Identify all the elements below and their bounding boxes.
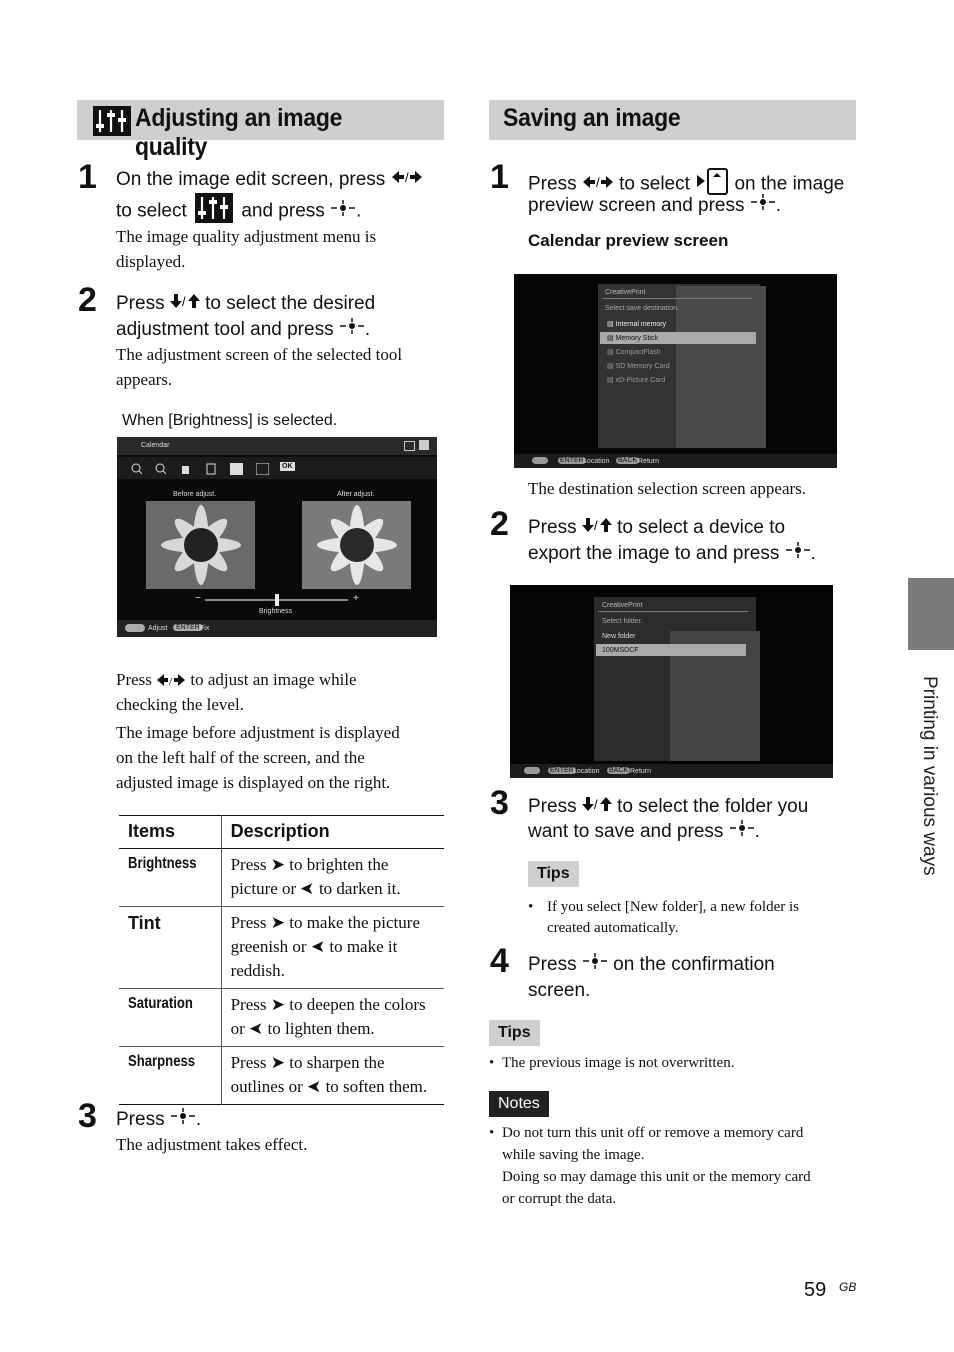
screen-title: Calendar bbox=[141, 442, 170, 449]
enter-button-icon bbox=[750, 193, 776, 218]
left-right-arrow-icon bbox=[391, 167, 423, 192]
quality-adjust-icon bbox=[93, 106, 131, 141]
section-title: Saving an image bbox=[503, 104, 681, 132]
menu-subtitle: Select folder. bbox=[602, 618, 643, 625]
step-number: 4 bbox=[490, 942, 509, 980]
left-right-button-icon bbox=[125, 624, 145, 632]
zoom-in-icon bbox=[155, 462, 167, 480]
after-image bbox=[302, 501, 411, 589]
tip-bullet: • bbox=[489, 1055, 495, 1071]
step-note: The adjustment takes effect. bbox=[116, 1135, 308, 1154]
menu-divider bbox=[602, 298, 752, 299]
enter-button-icon bbox=[170, 1107, 196, 1132]
table-description: Press ➤ to brighten the picture or ➤ to darken it. bbox=[221, 849, 444, 907]
device-option[interactable]: ▤ xD-Picture Card bbox=[607, 377, 666, 384]
items-table bbox=[119, 815, 444, 1105]
enter-button-icon bbox=[330, 199, 356, 224]
table-header-items: Items bbox=[119, 816, 221, 849]
svg-text:/: / bbox=[595, 175, 600, 190]
note-text: Doing so may damage this unit or the memory card bbox=[502, 1169, 811, 1185]
print-icon bbox=[419, 440, 429, 450]
slider-plus: + bbox=[353, 593, 359, 604]
hand-icon bbox=[179, 462, 191, 480]
right-arrow-icon: ➤ bbox=[270, 1053, 285, 1072]
quality-adjust-icon bbox=[230, 462, 243, 480]
paragraph: The image before adjustment is displayed bbox=[116, 723, 400, 742]
left-arrow-icon: ➤ bbox=[249, 1019, 264, 1038]
footer-location: Location bbox=[573, 768, 600, 775]
paragraph: on the left half of the screen, and the bbox=[116, 748, 365, 767]
step-note: displayed. bbox=[116, 252, 186, 271]
step-note: The destination selection screen appears. bbox=[528, 479, 807, 498]
up-down-button-icon bbox=[532, 457, 548, 464]
device-option[interactable]: ▤ Memory Stick bbox=[607, 335, 658, 342]
step-text: export the image to and press . bbox=[528, 541, 868, 566]
down-up-arrow-icon bbox=[582, 515, 612, 540]
rotate-icon bbox=[205, 462, 217, 480]
left-right-arrow-icon bbox=[156, 669, 186, 694]
note-text: Do not turn this unit off or remove a memory card bbox=[502, 1125, 804, 1141]
folder-option[interactable]: 100MSDCF bbox=[602, 647, 639, 654]
step-note: appears. bbox=[116, 370, 173, 389]
table-description: Press ➤ to make the picture greenish or ➤ to make it reddish. bbox=[230, 913, 420, 980]
back-button-icon: BACK bbox=[618, 457, 638, 464]
screen-status-icon bbox=[404, 441, 415, 451]
chapter-tab-label: Printing in various ways bbox=[919, 676, 940, 876]
calendar-preview bbox=[676, 286, 766, 448]
down-up-arrow-icon bbox=[582, 794, 612, 819]
after-label: After adjust. bbox=[337, 491, 375, 498]
svg-text:/: / bbox=[593, 797, 598, 813]
step-number: 1 bbox=[490, 158, 509, 196]
step-number: 3 bbox=[490, 784, 509, 822]
table-row bbox=[119, 907, 444, 989]
note-bullet: • bbox=[489, 1125, 495, 1141]
left-arrow-icon: ➤ bbox=[300, 879, 315, 898]
tips-label: Tips bbox=[489, 1020, 540, 1046]
tip-text: If you select [New folder], a new folder is bbox=[547, 899, 799, 915]
menu-title: CreativePrint bbox=[605, 289, 646, 296]
screen-caption: When [Brightness] is selected. bbox=[122, 412, 338, 429]
right-arrow-icon: ➤ bbox=[270, 995, 285, 1014]
footer-location: Location bbox=[583, 458, 610, 465]
step-text: Press . bbox=[116, 1107, 201, 1132]
tip-bullet: • bbox=[528, 899, 534, 915]
left-arrow-icon: ➤ bbox=[307, 1077, 322, 1096]
step-text: to select and press . bbox=[116, 193, 456, 230]
right-arrow-icon: ➤ bbox=[270, 855, 285, 874]
slider-label: Brightness bbox=[259, 608, 293, 615]
note-text: while saving the image. bbox=[502, 1147, 645, 1163]
table-row bbox=[119, 989, 444, 1047]
menu-divider bbox=[598, 611, 748, 612]
svg-text:/: / bbox=[181, 294, 186, 310]
tips-label: Tips bbox=[528, 861, 579, 887]
folder-option[interactable]: New folder bbox=[602, 633, 636, 640]
left-arrow-icon: ➤ bbox=[310, 937, 326, 956]
up-down-button-icon bbox=[524, 767, 540, 774]
chapter-tab bbox=[908, 578, 954, 650]
device-option[interactable]: ▤ CompactFlash bbox=[607, 349, 661, 356]
table-item: Sharpness bbox=[119, 1047, 221, 1105]
paragraph: adjusted image is displayed on the right. bbox=[116, 773, 391, 792]
paragraph: checking the level. bbox=[116, 695, 244, 714]
step-text: On the image edit screen, press / bbox=[116, 167, 456, 192]
footer-fix: Fix bbox=[200, 625, 210, 632]
step-text: preview screen and press . bbox=[528, 193, 868, 218]
enter-button-icon: ENTER bbox=[173, 624, 203, 631]
down-up-arrow-icon bbox=[170, 291, 200, 316]
step-text: Press / to select on the image bbox=[528, 167, 868, 202]
section-header-save bbox=[489, 100, 856, 140]
enter-button-icon bbox=[729, 819, 755, 844]
notes-label: Notes bbox=[489, 1091, 549, 1117]
svg-text:/: / bbox=[593, 518, 598, 534]
footer-return: Return bbox=[630, 768, 652, 775]
step-number: 1 bbox=[78, 158, 97, 196]
svg-text:/: / bbox=[169, 673, 173, 687]
tip-text: created automatically. bbox=[547, 920, 679, 936]
enter-button-icon bbox=[339, 317, 365, 342]
subheading: Calendar preview screen bbox=[528, 231, 729, 250]
table-item: Tint bbox=[119, 907, 221, 989]
enter-button-icon: ENTER bbox=[560, 457, 584, 464]
step-number: 2 bbox=[490, 505, 509, 543]
footer-return: Return bbox=[638, 458, 660, 465]
table-row bbox=[119, 1047, 444, 1105]
zoom-out-icon bbox=[131, 462, 143, 480]
brightness-slider[interactable] bbox=[205, 599, 348, 601]
table-item: Brightness bbox=[119, 849, 221, 907]
before-image bbox=[146, 501, 255, 589]
destination-screen bbox=[514, 274, 837, 468]
step-text: Press / to select a device to bbox=[528, 515, 868, 540]
step-text: adjustment tool and press . bbox=[116, 317, 456, 342]
step-number: 2 bbox=[78, 281, 97, 319]
table-description: Press ➤ to sharpen the outlines or ➤ to soften them. bbox=[221, 1047, 444, 1105]
note-text: or corrupt the data. bbox=[502, 1191, 617, 1207]
table-header-description: Description bbox=[230, 821, 330, 841]
slider-minus: − bbox=[195, 593, 201, 604]
table-row bbox=[119, 849, 444, 907]
step-number: 3 bbox=[78, 1097, 97, 1135]
enter-button-icon bbox=[785, 541, 811, 566]
folder-screen bbox=[510, 585, 833, 778]
filter-icon bbox=[256, 462, 269, 480]
section-header-adjust bbox=[77, 100, 444, 161]
step-text: Press / to select the folder you bbox=[528, 794, 868, 819]
footer-adjust: Adjust bbox=[148, 625, 168, 632]
page-number: 59 bbox=[804, 1279, 827, 1301]
step-text: Press on the confirmation bbox=[528, 952, 868, 977]
tip-text: The previous image is not overwritten. bbox=[502, 1055, 735, 1071]
back-button-icon: BACK bbox=[609, 767, 629, 774]
device-option[interactable]: ▤ SD Memory Card bbox=[607, 363, 670, 370]
section-title: Adjusting an image quality bbox=[135, 104, 343, 161]
step-text: want to save and press . bbox=[528, 819, 868, 844]
enter-button-icon bbox=[582, 952, 608, 977]
brightness-screen bbox=[117, 437, 437, 637]
before-label: Before adjust. bbox=[173, 491, 217, 498]
ok-icon: OK bbox=[282, 463, 293, 470]
table-description: Press ➤ to deepen the colors or ➤ to lighten them. bbox=[221, 989, 444, 1047]
menu-title: CreativePrint bbox=[602, 602, 643, 609]
page-suffix: GB bbox=[839, 1280, 857, 1294]
step-text: Press / to select the desired bbox=[116, 291, 456, 316]
step-note: The adjustment screen of the selected tool bbox=[116, 345, 403, 364]
enter-button-icon: ENTER bbox=[550, 767, 574, 774]
paragraph: Press / to adjust an image while bbox=[116, 667, 357, 694]
menu-subtitle: Select save destination. bbox=[605, 305, 679, 312]
device-option[interactable]: ▤ Internal memory bbox=[607, 321, 667, 328]
step-text: screen. bbox=[528, 980, 591, 1001]
table-header-row bbox=[119, 816, 444, 849]
svg-text:/: / bbox=[404, 170, 409, 186]
right-arrow-icon: ➤ bbox=[270, 913, 285, 932]
slider-thumb[interactable] bbox=[275, 594, 279, 606]
table-item: Saturation bbox=[119, 989, 221, 1047]
step-note: The image quality adjustment menu is bbox=[116, 227, 377, 246]
